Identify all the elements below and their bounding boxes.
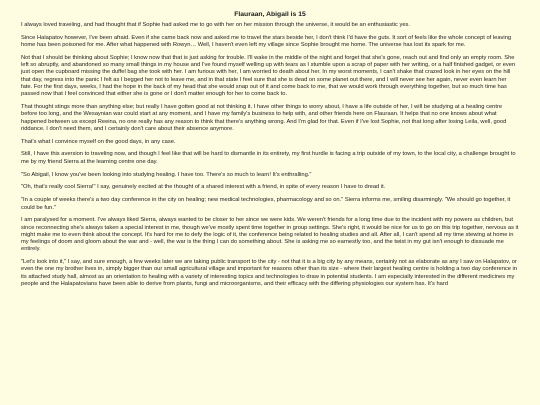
paragraph: That's what I convince myself on the good days, in any case. bbox=[21, 138, 176, 145]
paragraph: Still, I have this aversion to traveling now, and though I feel like that will be hard to dismantle in its entirety, my first hurdle is facing a trip outside of my town, to the local city, a challenge brought to me by my friend Sierra at the learning centre one day. bbox=[21, 151, 516, 165]
paragraph: I always loved traveling, and had thought that if Sophie had asked me to go with her on her mission through the universe, it would be an enthusiastic yes. bbox=[21, 22, 410, 28]
paragraph: "Oh, that's really cool Sierra!" I say, genuinely excited at the thought of a shared interest with a friend, in spite of every reason I have to dread it. bbox=[21, 184, 386, 191]
paragraph: "In a couple of weeks there's a two day conference in the city on healing; new medical technologies, pharmacology and so on." Sierra informs me, smiling disarmingly. "We should go together, it could be fun." bbox=[21, 197, 511, 211]
chapter-title: Flauraan, Abigail is 15 bbox=[234, 11, 306, 18]
paragraph: Since Halapatov however, I've been afraid. Even if she came back now and asked me to travel the stars beside her, I don't think I'd have the guts. It sort of feels like the whole concept of leaving home has been poisoned for me. After what happened with Rowyn… Well, I haven't even left my village since Sophie brought me home. The universe has lost its spark for me. bbox=[21, 34, 512, 49]
paragraph: "Let's look into it," I say, and sure enough, a few weeks later we are taking public transport to the city - not that it is a big city by any means, certainly not as elaborate as any I saw on Halapatov, or even the one my brother lives in, simply bigger than our small agricultural village and important for reasons other than its size - where their largest healing centre is holding a two day conference in its attached study hall, almost as an orientation to healing with a variety of interesting topics and technologies to draw in potential students. I am especially interested in the different medicines my people and the Halapatovians have been able to derive from plants, fungi and microorganisms, and their efficacy with the differing physiologies our system has. It's hard bbox=[21, 259, 518, 287]
paragraph: I am paralysed for a moment. I've always liked Sierra, always wanted to be closer to her since we were kids. We weren't friends for a long time due to the incident with my powers as children, but since reconnecting she's always taken a special interest in me, though we've mostly spent time together in group settings. She's right, it would be nice for us to go on this trip together, nervous as it might make me to even think about the concept. It's hard for me to defy the logic of it, the conference being related to healing studies and all. After all, I can't spend all my time stewing at home in my feelings of doom and gloom about the war and - well, the war is the thing I can do something about. She is asking me so earnestly too, and the twist in my gut isn't enough to dissuade me entirely. bbox=[21, 217, 519, 253]
paragraph: "So Abigail, I know you've been looking into studying healing. I have too. There's so much to learn! It's enthralling." bbox=[21, 171, 312, 178]
paragraph: Not that I should be thinking about Sophie; I know now that that is just asking for trouble. I'll wake in the middle of the night and forget that she's gone, reach out and find only an empty room. She left so abruptly, and abandoned so many small things in my house and I've found myself welling up with tears as I stumble upon a scrap of paper with her writing, or a half finished gadget, or even just open the cupboard missing the duffel bag she took with her. I am furious with her, I am worried to death about her. In my worst moments, I can't shake that crazed look in her eyes on the hill that day, regress into the panic I felt as I begged her not to leave me, and in that state I feel sure that she is dead on some planet out there, and I will never see her again, never even learn her fate. For the first days, weeks, I had the hope in the back of my head that she would snap out of it and come back to me, that we would work through everything together, but so much time has passed now that I feel convinced that either she is gone or I don't matter enough for her to come back to. bbox=[21, 54, 516, 98]
paragraph: That thought stings more than anything else; but really I have gotten good at not thinking it. I have other things to worry about, I have a life outside of her, I will be studying at a healing centre before too long, and the Wesaynian war could start at any moment, and I have my family's business to help with, and other friends here on Flauraan. It helps that no one knows about what happened between us except Reeina, no one really has any reason to think that there's anything wrong. And I'm glad for that. Even if I've lost Sophie, not that long after losing Leila, well, good riddance. I don't need them, and I certainly don't care about their absence anymore. bbox=[21, 104, 507, 132]
